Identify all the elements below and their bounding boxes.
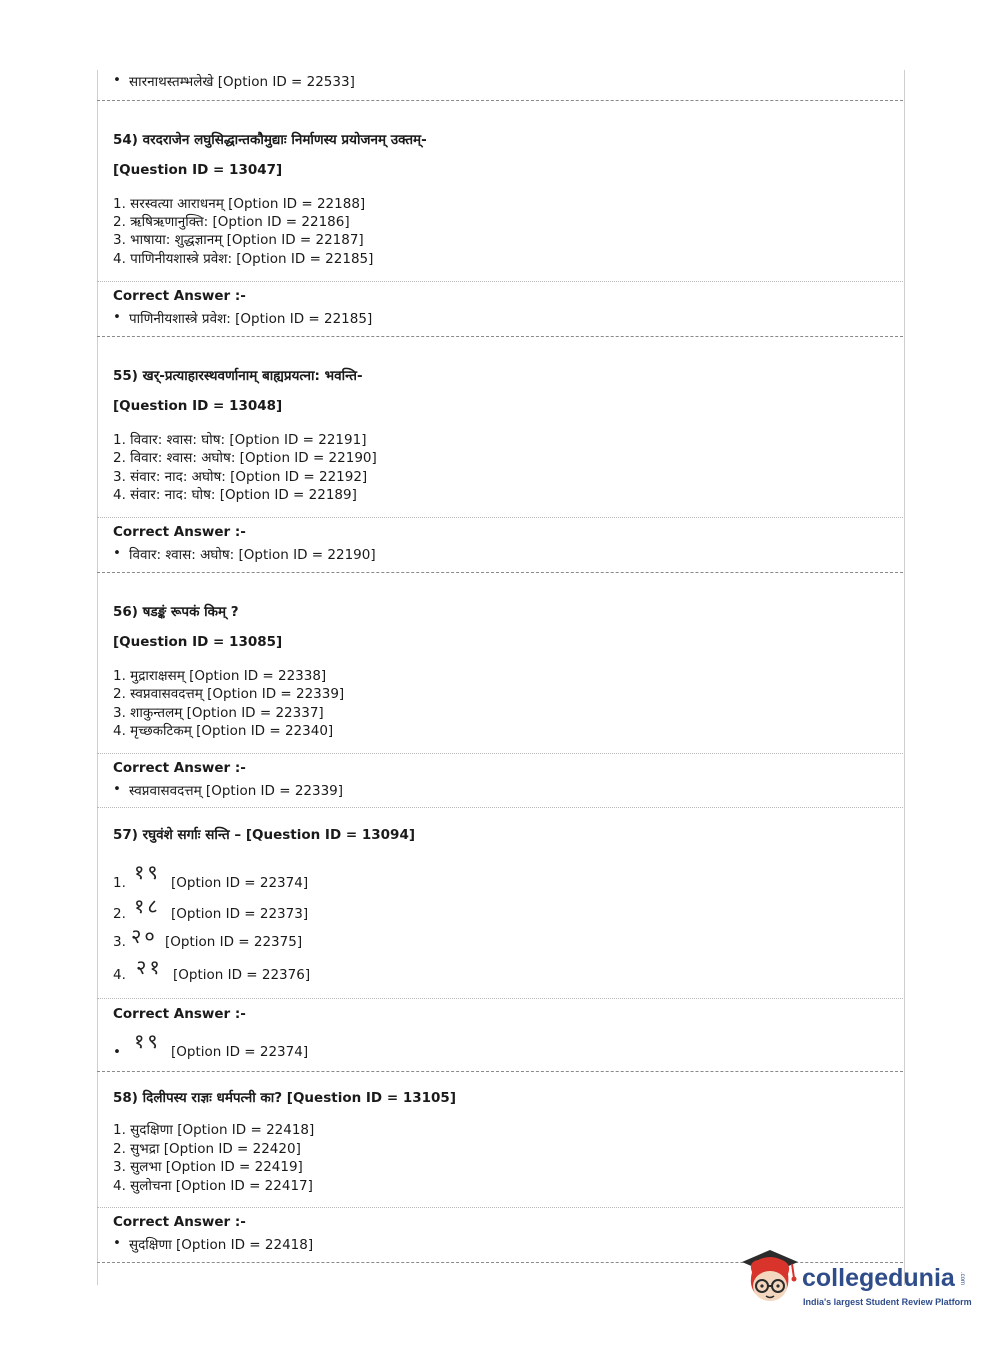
question-56: 56) षडङ्कं रूपकं किम् ? bbox=[113, 604, 239, 620]
collegedunia-logo-suffix: .com bbox=[959, 1272, 965, 1286]
option-56-2: 2. स्वप्नवासवदत्तम् [Option ID = 22339] bbox=[113, 686, 345, 702]
bullet: • bbox=[113, 1044, 121, 1060]
option-57-3-text: [Option ID = 22375] bbox=[165, 934, 303, 950]
option-57-4-digits: २१ bbox=[136, 955, 163, 979]
divider bbox=[97, 1071, 903, 1072]
question-id-54: [Question ID = 13047] bbox=[113, 162, 283, 178]
option-54-2: 2. ऋषिऋणानुक्ति: [Option ID = 22186] bbox=[113, 214, 350, 230]
option-57-2-digits: १८ bbox=[134, 894, 161, 918]
option-55-4: 4. संवार: नाद: घोष: [Option ID = 22189] bbox=[113, 487, 357, 503]
option-54-1: 1. सरस्वत्या आराधनम् [Option ID = 22188] bbox=[113, 196, 366, 212]
correct-answer-label-55: Correct Answer :- bbox=[113, 524, 246, 540]
option-57-4-text: [Option ID = 22376] bbox=[173, 967, 311, 983]
option-56-4: 4. मृच्छकटिकम् [Option ID = 22340] bbox=[113, 723, 334, 739]
option-58-4: 4. सुलोचना [Option ID = 22417] bbox=[113, 1178, 313, 1194]
collegedunia-mascot-icon bbox=[740, 1248, 800, 1310]
divider bbox=[97, 753, 903, 754]
question-id-55: [Question ID = 13048] bbox=[113, 398, 283, 414]
correct-answer-label-58: Correct Answer :- bbox=[113, 1214, 246, 1230]
divider bbox=[97, 517, 903, 518]
option-54-3: 3. भाषाया: शुद्धज्ञानम् [Option ID = 22187] bbox=[113, 232, 364, 248]
option-58-3: 3. सुलभा [Option ID = 22419] bbox=[113, 1159, 303, 1175]
divider bbox=[97, 100, 903, 101]
divider bbox=[97, 572, 903, 573]
option-54-4: 4. पाणिनीयशास्त्रे प्रवेश: [Option ID = 22185] bbox=[113, 251, 374, 267]
option-55-1: 1. विवार: श्वास: घोष: [Option ID = 22191] bbox=[113, 432, 367, 448]
collegedunia-logo-text: collegedunia bbox=[802, 1264, 955, 1292]
divider bbox=[97, 281, 903, 282]
correct-answer-57-digits: १९ bbox=[134, 1029, 161, 1053]
question-id-56: [Question ID = 13085] bbox=[113, 634, 283, 650]
divider bbox=[97, 998, 903, 999]
correct-answer-57: [Option ID = 22374] bbox=[171, 1044, 309, 1060]
correct-answer-56: • स्वप्नवासवदत्तम् [Option ID = 22339] bbox=[129, 781, 343, 799]
question-57: 57) रघुवंशे सर्गाः सन्ति – [Question ID = 13094] bbox=[113, 827, 416, 843]
correct-answer-label-57: Correct Answer :- bbox=[113, 1006, 246, 1022]
option-57-1-text: [Option ID = 22374] bbox=[171, 875, 309, 891]
prev-correct-answer: • सारनाथस्तम्भलेखे [Option ID = 22533] bbox=[129, 72, 355, 90]
option-56-1: 1. मुद्राराक्षसम् [Option ID = 22338] bbox=[113, 668, 327, 684]
option-55-2: 2. विवार: श्वास: अघोष: [Option ID = 22190] bbox=[113, 450, 377, 466]
option-57-2-text: [Option ID = 22373] bbox=[171, 906, 309, 922]
divider bbox=[97, 336, 903, 337]
option-57-3-digits: २० bbox=[131, 924, 158, 948]
option-58-2: 2. सुभद्रा [Option ID = 22420] bbox=[113, 1141, 301, 1157]
option-55-3: 3. संवार: नाद: अघोष: [Option ID = 22192] bbox=[113, 469, 368, 485]
question-58: 58) दिलीपस्य राज्ञः धर्मपत्नी का? [Question ID = 13105] bbox=[113, 1090, 456, 1106]
option-57-4-number: 4. bbox=[113, 967, 126, 983]
option-57-2-number: 2. bbox=[113, 906, 126, 922]
option-57-3-number: 3. bbox=[113, 934, 126, 950]
correct-answer-54: • पाणिनीयशास्त्रे प्रवेश: [Option ID = 22185] bbox=[129, 309, 372, 327]
option-57-1-number: 1. bbox=[113, 875, 126, 891]
correct-answer-label-56: Correct Answer :- bbox=[113, 760, 246, 776]
option-56-3: 3. शाकुन्तलम् [Option ID = 22337] bbox=[113, 705, 324, 721]
question-54: 54) वरदराजेन लघुसिद्धान्तकौमुद्याः निर्माणस्य प्रयोजनम् उक्तम्- bbox=[113, 132, 427, 148]
option-58-1: 1. सुदक्षिणा [Option ID = 22418] bbox=[113, 1122, 315, 1138]
divider bbox=[97, 807, 903, 808]
correct-answer-55: • विवार: श्वास: अघोष: [Option ID = 22190] bbox=[129, 545, 376, 563]
question-55: 55) खर्-प्रत्याहारस्थवर्णानाम् बाह्यप्रयत्ना: भवन्ति- bbox=[113, 368, 363, 384]
correct-answer-label-54: Correct Answer :- bbox=[113, 288, 246, 304]
collegedunia-tagline: India's largest Student Review Platform bbox=[803, 1297, 972, 1307]
option-57-1-digits: १९ bbox=[134, 860, 161, 884]
correct-answer-58: • सुदक्षिणा [Option ID = 22418] bbox=[129, 1235, 313, 1253]
divider bbox=[97, 1207, 903, 1208]
